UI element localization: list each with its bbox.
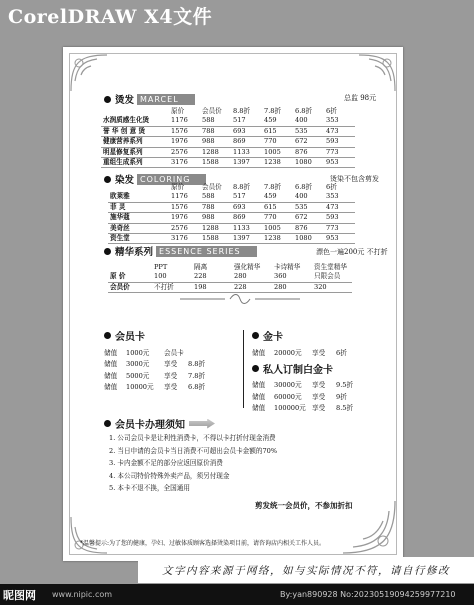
bullet-icon: [104, 420, 111, 427]
table-corner-cell: [101, 107, 169, 116]
table-cell: 588: [200, 116, 231, 126]
card-amount: 100000元: [274, 404, 306, 413]
watermark-footer: [0, 584, 474, 605]
gold-card-block: [252, 328, 360, 413]
card-label: 储值: [252, 348, 266, 357]
table-cell: 1005: [262, 223, 293, 233]
table-cell: 693: [231, 126, 262, 136]
table-cell: 770: [262, 213, 293, 223]
table-cell: 1080: [293, 158, 324, 168]
table-cell: 1288: [200, 223, 231, 233]
table-cell: 615: [262, 202, 293, 212]
table-cell: 1133: [231, 147, 262, 157]
table-cell: 876: [293, 223, 324, 233]
table-cell: 473: [324, 202, 355, 212]
card-row: [104, 346, 212, 358]
table-row: [108, 272, 352, 282]
card-label: 储值: [104, 348, 118, 357]
table-cell: 280: [272, 282, 312, 292]
card-discount: 6折: [336, 348, 347, 357]
table-cell: 535: [293, 126, 324, 136]
table-cell: 1397: [231, 234, 262, 244]
coloring-title: 染发: [115, 175, 135, 186]
table-cell: 只限会员: [312, 272, 352, 282]
row-label: 菲 灵: [108, 202, 169, 212]
row-label: 会员价: [108, 282, 152, 292]
rule-item: 1. 公司会员卡是让利性消费卡，不得以卡打折付现金消费: [109, 434, 276, 442]
essence-header: [104, 244, 257, 258]
card-discount: 8.8折: [188, 360, 206, 369]
table-cell: 3176: [169, 158, 200, 168]
table-cell: 773: [324, 223, 355, 233]
table-cell: 400: [293, 192, 324, 202]
table-cell: 459: [262, 192, 293, 202]
table-cell: 876: [293, 147, 324, 157]
table-row: [101, 116, 355, 126]
table-cell: 869: [231, 137, 262, 147]
gold-card-rows: [252, 346, 360, 358]
table-cell: 588: [200, 192, 231, 202]
header-title: CorelDRAW X4文件: [8, 6, 213, 28]
table-cell: 869: [231, 213, 262, 223]
card-row: [104, 369, 212, 381]
table-cell: 353: [324, 116, 355, 126]
table-cell: 1005: [262, 147, 293, 157]
slogan-text: 文字内容来源于网络，如与实际情况不符，请自行修改: [162, 564, 450, 577]
card-discount: 6.8折: [188, 383, 206, 392]
card-amount: 30000元: [274, 381, 302, 390]
table-cell: 953: [324, 234, 355, 244]
gold-card-title: 金卡: [263, 332, 283, 343]
card-discount: 7.8折: [188, 371, 206, 380]
member-card-rows: [104, 346, 212, 392]
platinum-card-rows: [252, 379, 360, 414]
coloring-head-note: 烫染不包含剪发: [330, 175, 379, 183]
card-kind: 会员卡: [164, 348, 184, 357]
table-cell: 672: [293, 213, 324, 223]
table-header-row: [108, 183, 355, 192]
rule-item: 2. 当日申请的会员卡当日消费不可超出会员卡金额的70%: [109, 446, 278, 455]
rules-list: [109, 432, 277, 495]
card-kind: 享受: [312, 381, 326, 390]
column-header: 7.8折: [264, 107, 282, 115]
bullet-icon: [104, 176, 111, 183]
card-row: [252, 390, 360, 402]
table-cell: 360: [272, 272, 312, 282]
column-header: 资生堂精华: [314, 263, 347, 271]
table-cell: 1576: [169, 126, 200, 136]
rules-header: [104, 416, 215, 431]
table-cell: 2576: [169, 223, 200, 233]
row-label: 水润质感生化烫: [101, 116, 169, 126]
column-header: 隔离: [194, 263, 208, 271]
table-cell: 593: [324, 213, 355, 223]
table-cell: 1288: [200, 147, 231, 157]
table-cell: 1238: [262, 234, 293, 244]
card-amount: 1000元: [126, 348, 150, 357]
row-label: 美奇丝: [108, 223, 169, 233]
table-row: [101, 126, 355, 136]
card-amount: 3000元: [126, 360, 150, 369]
table-cell: 459: [262, 116, 293, 126]
platinum-card-header: [252, 361, 360, 376]
table-cell: 1133: [231, 223, 262, 233]
perm-title: 烫发: [115, 95, 135, 106]
bullet-icon: [252, 332, 259, 339]
essence-title: 精华系列: [115, 247, 154, 258]
column-header: 会员价: [202, 183, 222, 191]
table-cell: 473: [324, 126, 355, 136]
table-cell: 1080: [293, 234, 324, 244]
table-row: [108, 282, 352, 292]
platinum-card-title: 私人订制白金卡: [263, 364, 333, 376]
member-card-block: [104, 328, 212, 392]
perm-price-table: [101, 107, 355, 168]
table-cell: 1588: [200, 234, 231, 244]
card-kind: 享受: [312, 392, 326, 401]
table-cell: 1176: [169, 192, 200, 202]
card-kind: 享受: [164, 371, 178, 380]
column-header: 强化精华: [234, 263, 261, 271]
table-corner-cell: [108, 263, 152, 272]
table-cell: 353: [324, 192, 355, 202]
table-cell: 280: [232, 272, 272, 282]
card-row: [104, 358, 212, 370]
site-url: www.nipic.com: [52, 590, 113, 599]
bullet-icon: [252, 365, 259, 372]
row-label: 施华蔻: [108, 213, 169, 223]
table-row: [108, 213, 355, 223]
image-id: By:yan890928 No:20230519094259977210: [280, 590, 456, 599]
card-discount: 8.5折: [336, 404, 354, 413]
row-label: 健康营养系列: [101, 137, 169, 147]
card-amount: 5000元: [126, 371, 150, 380]
coloring-tag: COLORING: [137, 174, 206, 185]
essence-tag: ESSENCE SERIES: [156, 246, 257, 257]
perm-header: [104, 92, 195, 106]
card-amount: 20000元: [274, 348, 302, 357]
column-header: 原价: [171, 183, 185, 191]
essence-price-table: [108, 263, 352, 293]
card-label: 储值: [252, 392, 266, 401]
ornament-bottom-left-icon: [67, 513, 111, 557]
column-header: 8.8折: [233, 107, 251, 115]
column-header: 6折: [326, 107, 337, 115]
table-row: [101, 147, 355, 157]
card-label: 储值: [252, 404, 266, 413]
card-kind: 享受: [164, 360, 178, 369]
card-kind: 享受: [312, 404, 326, 413]
card-discount: 9.5折: [336, 381, 354, 390]
card-row: [252, 346, 360, 358]
essence-head-note: 漂色一遍200元 不打折: [316, 248, 388, 256]
rules-title: 会员卡办理须知: [115, 420, 185, 431]
perm-head-note: 总监 98元: [344, 94, 377, 102]
table-cell: 2576: [169, 147, 200, 157]
table-cell: 3176: [169, 234, 200, 244]
card-kind: 享受: [164, 383, 178, 392]
card-label: 储值: [104, 360, 118, 369]
row-label: 重组生成系列: [101, 158, 169, 168]
table-cell: 693: [231, 202, 262, 212]
table-header-row: [108, 263, 352, 272]
card-label: 储值: [104, 383, 118, 392]
table-cell: 615: [262, 126, 293, 136]
health-notice: *温馨提示:为了您的健康，孕妇、过敏体质顾客选择烫染项目前，请咨询店内相关工作人员。: [80, 540, 326, 547]
coloring-price-table: [108, 183, 355, 244]
table-cell: 320: [312, 282, 352, 292]
column-header: 6折: [326, 183, 337, 191]
rule-item: 4. 本公司特价特殊外卖产品，须另付现金: [109, 471, 230, 480]
rule-item: 3. 卡内金额不足的部分应返回原价消费: [109, 459, 223, 467]
card-kind: 享受: [312, 348, 326, 357]
table-cell: 400: [293, 116, 324, 126]
table-cell: 1238: [262, 158, 293, 168]
table-row: [108, 234, 355, 244]
table-cell: 1976: [169, 137, 200, 147]
table-row: [108, 202, 355, 212]
column-header: 6.8折: [295, 107, 313, 115]
table-row: [101, 158, 355, 168]
table-cell: 770: [262, 137, 293, 147]
table-cell: 593: [324, 137, 355, 147]
table-cell: 1976: [169, 213, 200, 223]
table-cell: 517: [231, 192, 262, 202]
row-label: 欧莱雅: [108, 192, 169, 202]
card-divider: [243, 330, 244, 408]
bullet-icon: [104, 332, 111, 339]
table-cell: 953: [324, 158, 355, 168]
rules-footer: 剪发统一会员价，不参加折扣: [255, 501, 353, 510]
table-cell: 988: [200, 137, 231, 147]
table-header-row: [101, 107, 355, 116]
arrow-icon: [189, 419, 215, 429]
table-row: [108, 223, 355, 233]
card-row: [104, 381, 212, 393]
rule-item: 5. 本卡不退不换，全国通用: [109, 484, 190, 492]
column-header: 8.8折: [233, 183, 251, 191]
gold-card-header: [252, 328, 360, 343]
column-header: 卡诗精华: [274, 263, 301, 271]
column-header: 6.8折: [295, 183, 313, 191]
ornament-top-right-icon: [355, 51, 399, 95]
ornament-top-left-icon: [67, 51, 111, 95]
table-cell: 1576: [169, 202, 200, 212]
row-label: 明星修复系列: [101, 147, 169, 157]
card-amount: 10000元: [126, 383, 154, 392]
card-discount: 9折: [336, 392, 347, 401]
table-cell: 517: [231, 116, 262, 126]
table-cell: 988: [200, 213, 231, 223]
card-amount: 60000元: [274, 392, 302, 401]
bullet-icon: [104, 96, 111, 103]
divider-ornament-icon: [180, 293, 300, 305]
card-label: 储值: [252, 381, 266, 390]
table-row: [101, 137, 355, 147]
row-label: 资生堂: [108, 234, 169, 244]
table-cell: 788: [200, 202, 231, 212]
table-cell: 1588: [200, 158, 231, 168]
table-cell: 672: [293, 137, 324, 147]
table-cell: 228: [192, 272, 232, 282]
table-cell: 788: [200, 126, 231, 136]
table-cell: 198: [192, 282, 232, 292]
member-card-title: 会员卡: [115, 332, 145, 343]
member-card-header: [104, 328, 212, 343]
row-label: 誉 华 创 意 烫: [101, 126, 169, 136]
site-logo: 昵图网: [3, 589, 36, 602]
table-cell: 100: [152, 272, 192, 282]
table-cell: 773: [324, 147, 355, 157]
perm-tag: MARCEL: [137, 94, 195, 105]
table-row: [108, 192, 355, 202]
table-cell: 228: [232, 282, 272, 292]
slogan-banner: [138, 557, 474, 583]
table-cell: 1397: [231, 158, 262, 168]
bullet-icon: [104, 248, 111, 255]
row-label: 原 价: [108, 272, 152, 282]
card-row: [252, 379, 360, 391]
column-header: 原价: [171, 107, 185, 115]
table-cell: 535: [293, 202, 324, 212]
column-header: 会员价: [202, 107, 222, 115]
table-cell: 1176: [169, 116, 200, 126]
card-label: 储值: [104, 371, 118, 380]
column-header: PPT: [154, 263, 168, 271]
column-header: 7.8折: [264, 183, 282, 191]
table-corner-cell: [108, 183, 169, 192]
table-cell: 不打折: [152, 282, 192, 292]
card-row: [252, 402, 360, 414]
